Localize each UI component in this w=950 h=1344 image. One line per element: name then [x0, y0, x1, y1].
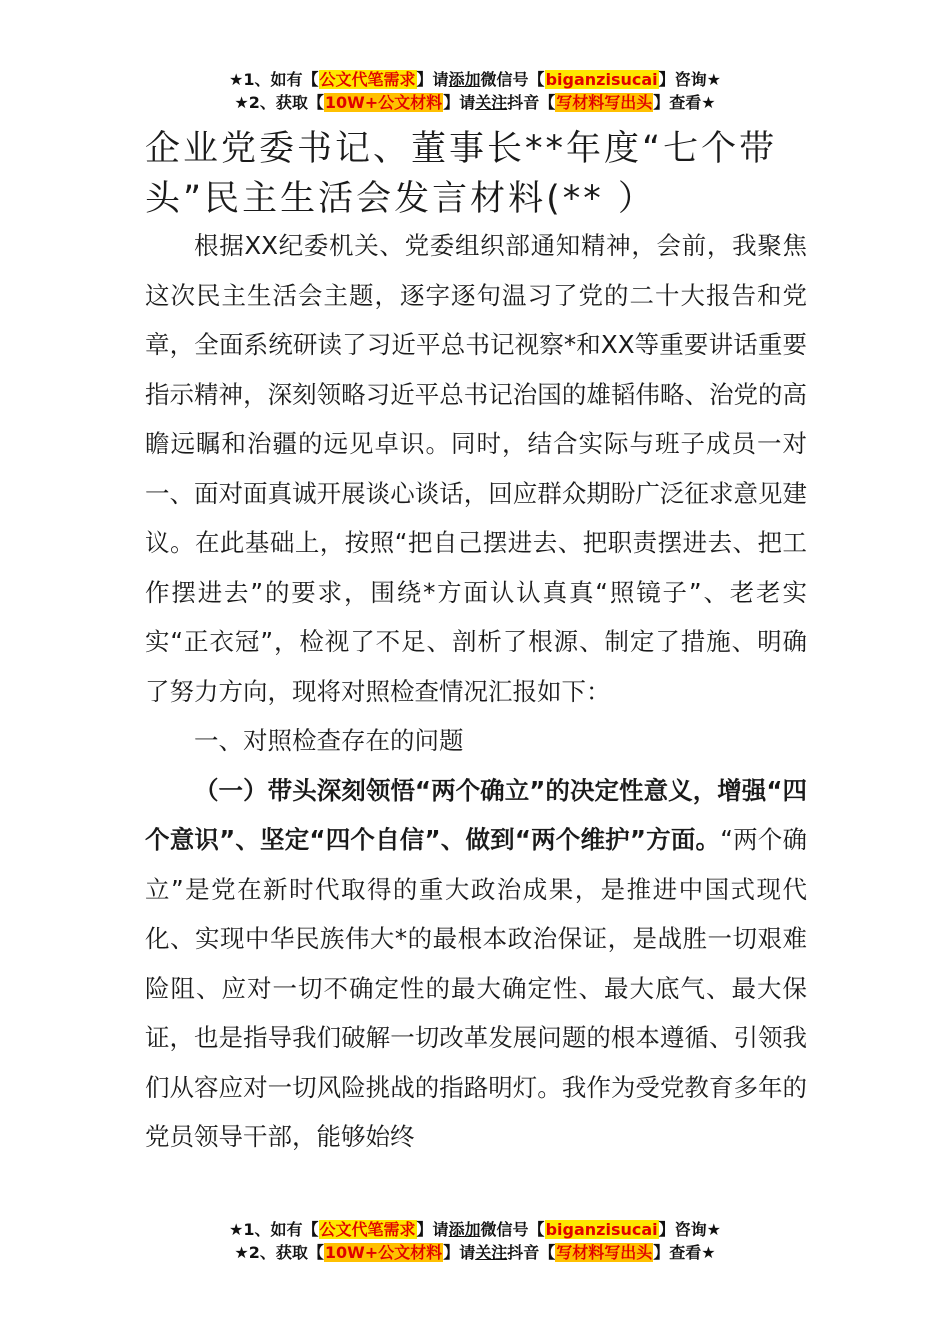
- promo-text: 】请: [416, 70, 449, 89]
- promo-douyin-id: 写材料写出头: [556, 1243, 653, 1262]
- promo-underlined-text: 关注: [475, 1243, 508, 1262]
- subsection-paragraph: [145, 766, 807, 1162]
- promo-text: 抖音【: [507, 93, 556, 112]
- promo-text: 】请: [416, 1220, 449, 1239]
- promo-underlined-text: 添加: [448, 1220, 481, 1239]
- promo-line-2: [0, 91, 950, 114]
- promo-highlight: 公文代笔需求: [319, 70, 416, 89]
- promo-highlight: 10W+公文材料: [324, 93, 443, 112]
- promo-text: ★1、如有【: [229, 70, 319, 89]
- subsection-body: “两个确立”是党在新时代取得的重大政治成果，是推进中国式现代化、实现中华民族伟大*的最根本政治保证，是战胜一切艰难险阻、应对一切不确定性的最大确定性、最大底气、最大保证，也是指导我们破解一切改革发展问题的根本遵循、引领我们从容应对一切风险挑战的指路明灯。我作为受党教育多年的党员领导干部，能够始终: [145, 825, 807, 1151]
- promo-underlined-text: 添加: [448, 70, 481, 89]
- promo-text: 】咨询★: [658, 1220, 721, 1239]
- promo-text: 微信号【: [480, 1220, 545, 1239]
- promo-line-2: [0, 1241, 950, 1264]
- subsection-heading: （一）带头深刻领悟“两个确立”的决定性意义，增强“四个意识”、坚定“四个自信”、做到“两个维护”方面。: [145, 775, 807, 854]
- promo-text: 】查看★: [653, 93, 716, 112]
- promo-text: ★2、获取【: [234, 1243, 324, 1262]
- promo-wechat-id: biganzisucai: [545, 70, 658, 89]
- intro-paragraph: 根据XX纪委机关、党委组织部通知精神，会前，我聚焦这次民主生活会主题，逐字逐句温习了党的二十大报告和党章，全面系统研读了习近平总书记视察*和XX等重要讲话重要指示精神，深刻领略习近平总书记治国的雄韬伟略、治党的高瞻远瞩和治疆的远见卓识。同时，结合实际与班子成员一对一、面对面真诚开展谈心谈话，回应群众期盼广泛征求意见建议。在此基础上，按照“把自己摆进去、把职责摆进去、把工作摆进去”的要求，围绕*方面认认真真“照镜子”、老老实实“正衣冠”，检视了不足、剖析了根源、制定了措施、明确了努力方向，现将对照检查情况汇报如下：: [145, 231, 807, 706]
- promo-text: 】查看★: [653, 1243, 716, 1262]
- promo-line-1: [0, 68, 950, 91]
- promo-text: 抖音【: [507, 1243, 556, 1262]
- bottom-promo-banner: [0, 1218, 950, 1264]
- promo-text: 】请: [443, 1243, 476, 1262]
- promo-highlight: 公文代笔需求: [319, 1220, 416, 1239]
- promo-text: 】请: [443, 93, 476, 112]
- promo-line-1: [0, 1218, 950, 1241]
- promo-douyin-id: 写材料写出头: [556, 93, 653, 112]
- promo-text: 】咨询★: [658, 70, 721, 89]
- promo-highlight: 10W+公文材料: [324, 1243, 443, 1262]
- document-title: 企业党委书记、董事长**年度“七个带头”民主生活会发言材料(** ）: [145, 129, 778, 219]
- promo-wechat-id: biganzisucai: [545, 1220, 658, 1239]
- section-heading: 一、对照检查存在的问题: [194, 726, 464, 755]
- top-promo-banner: [0, 68, 950, 114]
- document-body: [145, 221, 807, 1162]
- promo-text: ★2、获取【: [234, 93, 324, 112]
- promo-underlined-text: 关注: [475, 93, 508, 112]
- promo-text: ★1、如有【: [229, 1220, 319, 1239]
- promo-text: 微信号【: [480, 70, 545, 89]
